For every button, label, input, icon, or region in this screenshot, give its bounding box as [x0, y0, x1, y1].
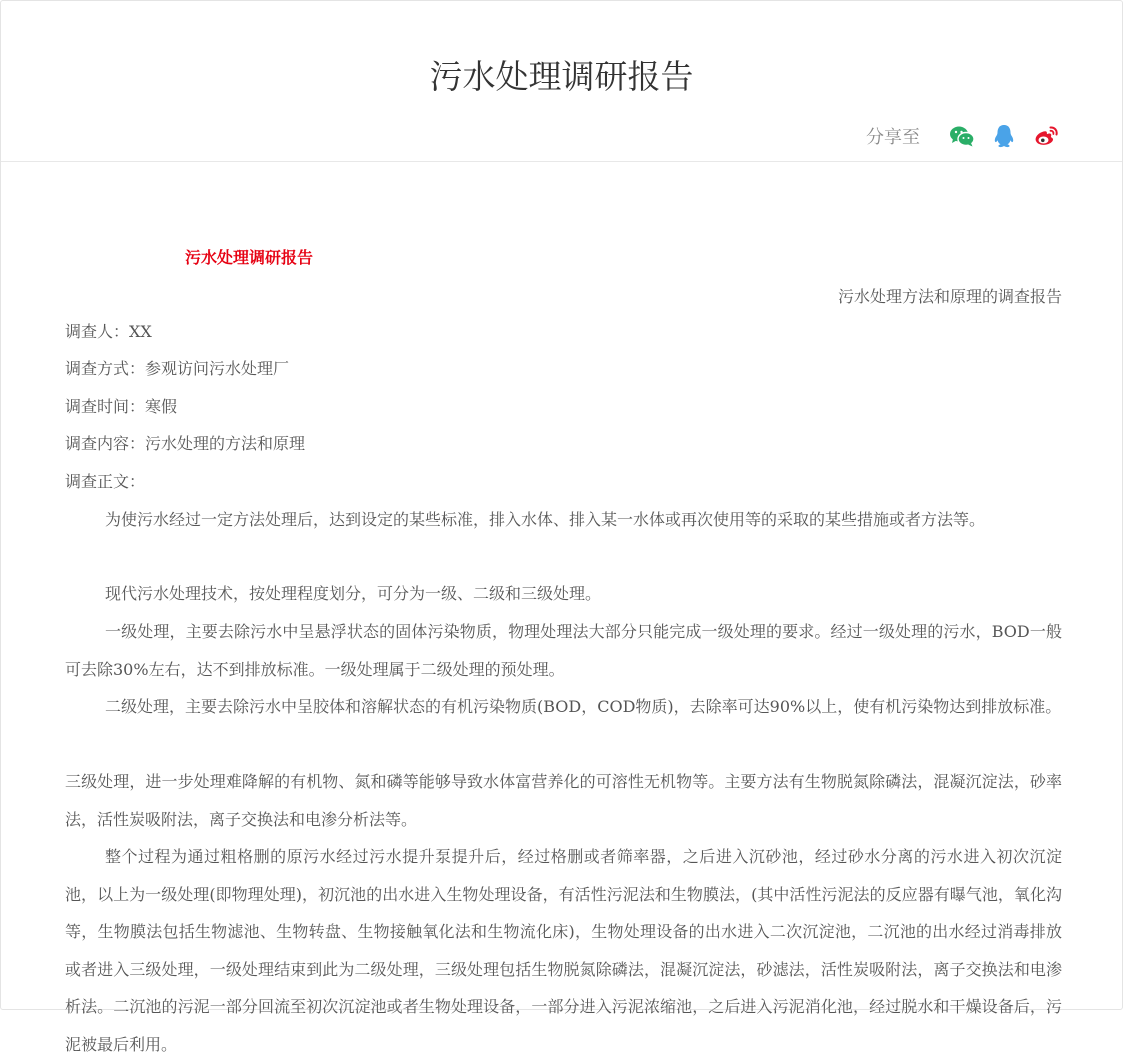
paragraph-tertiary: 三级处理，进一步处理难降解的有机物、氮和磷等能够导致水体富营养化的可溶性无机物等。主要方法有生物脱氮除磷法，混凝沉淀法，砂率法，活性炭吸附法，离子交换法和电渗分析法等。 — [65, 772, 1062, 829]
paragraph-process: 整个过程为通过粗格删的原污水经过污水提升泵提升后，经过格删或者筛率器，之后进入沉砂池，经过砂水分离的污水进入初次沉淀池，以上为一级处理(即物理处理)，初沉池的出水进入生物处理设备，有活性污泥法和生物膜法，(其中活性污泥法的反应器有曝气池，氧化沟等，生物膜法包括生物滤池、生物转盘、生物接触氧化法和生物流化床)，生物处理设备的出水进入二次沉淀池，二沉池的出水经过消毒排放或者进入三级处理，一级处理结束到此为二级处理，三级处理包括生物脱氮除磷法，混凝沉淀法，砂滤法，活性炭吸附法，离子交换法和电渗析法。二沉池的污泥一部分回流至初次沉淀池或者生物处理设备，一部分进入污泥浓缩池，之后进入污泥消化池，经过脱水和干燥设备后，污泥被最后利用。 — [65, 847, 1062, 1054]
paragraph-primary: 一级处理，主要去除污水中呈悬浮状态的固体污染物质，物理处理法大部分只能完成一级处理的要求。经过一级处理的污水，BOD一般可去除30%左右，达不到排放标准。一级处理属于二级处理的预处理。 — [65, 622, 1062, 679]
qq-icon[interactable] — [990, 122, 1018, 150]
meta-investigator: 调查人：XX — [65, 322, 152, 341]
meta-body-label: 调查正文： — [65, 472, 146, 491]
document-subtitle: 污水处理方法和原理的调查报告 — [837, 287, 1062, 306]
paragraph-levels: 现代污水处理技术，按处理程度划分，可分为一级、二级和三级处理。 — [105, 584, 602, 603]
paragraph-secondary: 二级处理，主要去除污水中呈胶体和溶解状态的有机污染物质(BOD，COD物质)，去除率可达90%以上，使有机污染物达到排放标准。 — [105, 697, 1062, 716]
document-title: 污水处理调研报告 — [185, 248, 314, 267]
meta-time: 调查时间：寒假 — [65, 397, 178, 416]
page-title: 污水处理调研报告 — [429, 57, 694, 96]
wechat-icon[interactable] — [948, 122, 976, 150]
share-bar — [866, 122, 1060, 150]
meta-content: 调查内容：污水处理的方法和原理 — [65, 434, 306, 453]
article-header — [1, 1, 1122, 162]
share-label: 分享至 — [866, 127, 920, 148]
paragraph-intro: 为使污水经过一定方法处理后，达到设定的某些标准，排入水体、排入某一水体或再次使用等的采取的某些措施或者方法等。 — [105, 510, 986, 529]
meta-method: 调查方式：参观访问污水处理厂 — [65, 359, 290, 378]
weibo-icon[interactable] — [1032, 122, 1060, 150]
